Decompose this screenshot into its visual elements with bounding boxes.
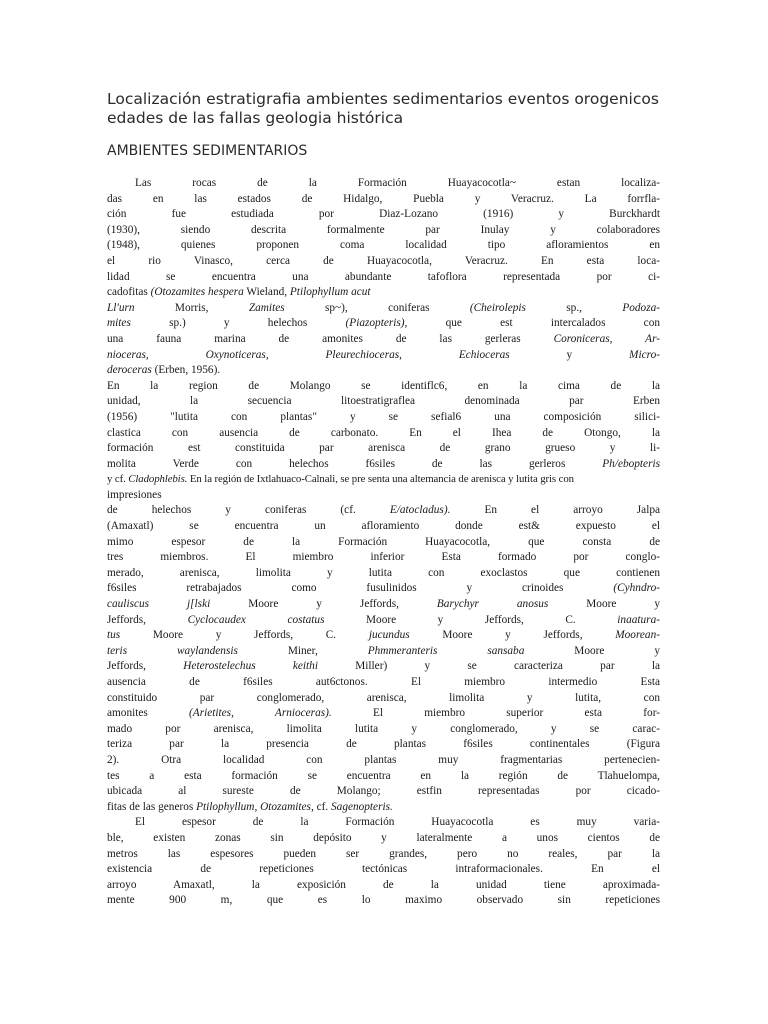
text-segment: clastica con ausencia de carbonato. En el Ihea de Otongo, la xyxy=(107,426,660,439)
italic-text: (Arietites, Arnioceras). xyxy=(189,707,332,720)
text-segment: (Amaxatl) se encuentra un afloramiento donde est& expuesto el xyxy=(107,520,660,533)
italic-text: Cladophlebis. xyxy=(128,473,188,486)
italic-text: Ph/ebopteris xyxy=(602,457,660,470)
text-segment: Moore y xyxy=(524,644,660,657)
text-segment: una fauna marina de amonites de las gerleras xyxy=(107,332,554,345)
italic-text: teris waylandensis xyxy=(107,644,238,657)
text-segment: 2). Otra localidad con plantas muy fragmentarias pertenecien- xyxy=(107,753,660,766)
text-segment: tres miembros. El miembro inferior Esta formado por conglo- xyxy=(107,551,660,564)
text-line xyxy=(107,628,660,644)
text-line xyxy=(107,519,660,535)
text-segment: Morris, xyxy=(134,301,249,314)
text-segment: ausencia de f6siles aut6ctonos. El miembro intermedio Esta xyxy=(107,676,660,688)
text-line xyxy=(107,441,660,457)
text-line xyxy=(107,769,660,785)
text-segment: molita Verde con helechos f6siles de las gerleros xyxy=(107,457,603,470)
italic-text: Sagenopteris. xyxy=(331,800,393,813)
text-segment: lidad se encuentra una abundante tafoflora representada por ci- xyxy=(107,270,660,283)
text-line xyxy=(107,644,660,660)
text-line xyxy=(107,847,660,863)
text-line xyxy=(107,426,660,442)
text-line xyxy=(107,301,660,317)
text-segment: sp~), coniferas xyxy=(284,301,470,314)
text-segment: En la region de Molango se identiflc6, en la cima de la xyxy=(107,379,660,392)
text-line xyxy=(107,332,660,348)
text-line xyxy=(107,800,660,816)
text-segment: sp., xyxy=(525,301,623,314)
text-segment: tes a esta formación se encuentra en la región de Tlahuelompa, xyxy=(107,769,660,782)
text-segment: cadofitas xyxy=(107,286,151,299)
text-segment: y xyxy=(509,348,630,361)
text-line xyxy=(107,862,660,878)
text-line xyxy=(107,581,660,597)
text-segment: Jeffords, xyxy=(107,660,184,673)
text-line xyxy=(107,254,660,270)
text-segment: Jeffords, xyxy=(107,613,188,626)
text-segment: constituido par conglomerado, arenisca, limolita y lutita, con xyxy=(107,691,660,704)
text-segment: Moore y Jeffords, xyxy=(210,598,437,611)
text-segment: f6siles retrabajados como fusulinidos y crinoides xyxy=(107,582,614,595)
text-line xyxy=(107,472,660,488)
text-segment: unidad, la secuencia litoestratigraflea denominada par Erben xyxy=(107,395,660,408)
text-line xyxy=(107,675,660,691)
text-segment: Moore y xyxy=(548,598,661,611)
text-line xyxy=(107,270,660,286)
text-segment: mado por arenisca, limolita lutita y conglomerado, y se carac- xyxy=(107,722,660,735)
italic-text: jucundus xyxy=(368,629,410,642)
text-line xyxy=(107,503,660,519)
text-segment: El espesor de la Formación Huayacocotla es muy varia- xyxy=(135,816,660,829)
text-line xyxy=(107,691,660,707)
text-line xyxy=(107,784,660,800)
text-segment: ble, existen zonas sin depósito y lateralmente a unos cientos de xyxy=(107,831,660,844)
text-segment: Moore y Jeffords, C. xyxy=(120,629,369,642)
text-line xyxy=(107,410,660,426)
text-line xyxy=(107,316,660,332)
italic-text: Phmmeranteris sansaba xyxy=(367,644,525,657)
text-segment: ción fue estudiada por Diaz-Lozano (1916) y Burckhardt xyxy=(107,208,660,221)
text-segment: fitas de las generos xyxy=(107,800,197,813)
section-heading: AMBIENTES SEDIMENTARIOS xyxy=(107,143,308,159)
text-line xyxy=(107,207,660,223)
text-line xyxy=(107,535,660,551)
italic-text: tus xyxy=(107,629,121,642)
text-segment: (1948), quienes proponen coma localidad tipo afloramientos en xyxy=(107,239,660,252)
italic-text: nioceras, Oxynoticeras, Pleurechioceras, Echioceras xyxy=(107,348,510,361)
text-line xyxy=(107,176,660,192)
italic-text: Coroniceras, Ar- xyxy=(553,332,661,345)
text-segment: y cf. xyxy=(107,473,129,486)
text-segment: Miner, xyxy=(237,644,368,657)
text-line xyxy=(107,613,660,629)
text-segment: Las rocas de la Formación Huayacocotla~ estan localiza- xyxy=(135,177,660,189)
text-segment: En el arroyo Jalpa xyxy=(450,504,660,517)
text-segment: impresiones xyxy=(107,488,162,501)
text-line xyxy=(107,192,660,208)
text-segment: das en las estados de Hidalgo, Puebla y Veracruz. La forrfla- xyxy=(107,192,660,205)
italic-text: cauliscus j[lski xyxy=(107,598,211,611)
italic-text: (Piazopteris), xyxy=(345,317,408,330)
text-line xyxy=(107,285,660,301)
text-line xyxy=(107,893,660,909)
text-segment: (1956) "lutita con plantas" y se sefial6 una composición silici- xyxy=(107,410,660,423)
italic-text: Cyclocaudex costatus xyxy=(187,613,325,626)
text-segment: Moore y Jeffords, C. xyxy=(324,613,618,626)
page-title: Localización estratigrafia ambientes sedimentarios eventos orogenicos edades de las fallas geologia histórica xyxy=(107,90,659,127)
italic-text: E/atocladus). xyxy=(389,504,451,517)
text-line xyxy=(107,238,660,254)
text-line xyxy=(107,597,660,613)
text-segment: Moore y Jeffords, xyxy=(409,629,616,642)
italic-text: (Cheirolepis xyxy=(469,301,526,314)
italic-text: Moorean- xyxy=(615,629,660,642)
text-line xyxy=(107,348,660,364)
italic-text: Ll'urn xyxy=(107,301,135,314)
text-segment: el rio Vinasco, cerca de Huayacocotla, Veracruz. En esta loca- xyxy=(107,254,660,267)
italic-text: (Cyhndro- xyxy=(613,582,660,595)
text-segment: Wieland, xyxy=(243,286,290,299)
text-segment: arroyo Amaxatl, la exposición de la unidad tiene aproximada- xyxy=(107,878,660,891)
italic-text: Ptilophyllum, Otozamites, xyxy=(196,800,314,813)
italic-text: Barychyr anosus xyxy=(436,598,549,611)
text-line xyxy=(107,753,660,769)
text-line xyxy=(107,550,660,566)
text-segment: mimo espesor de la Formación Huayacocotla, que consta de xyxy=(107,535,660,548)
text-line xyxy=(107,223,660,239)
text-segment: mente 900 m, que es lo maximo observado sin repeticiones xyxy=(107,894,660,907)
italic-text: Ptilophyllum acut xyxy=(289,286,371,299)
italic-text: mites xyxy=(107,317,131,330)
text-line xyxy=(107,831,660,847)
text-segment: sp.) y helechos xyxy=(130,317,346,330)
text-segment: En la región de Ixtlahuaco-Calnali, se pre senta una altemancia de arenisca y lutita gris con xyxy=(187,473,574,486)
italic-text: deroceras xyxy=(107,364,152,377)
text-line xyxy=(107,394,660,410)
text-line xyxy=(107,566,660,582)
text-segment: (Erben, 1956). xyxy=(151,364,221,377)
text-line xyxy=(107,878,660,894)
italic-text: (Otozamites hespera xyxy=(150,286,244,299)
italic-text: Micro- xyxy=(629,348,660,361)
text-segment: El miembro superior esta for- xyxy=(331,707,660,720)
text-segment: (1930), siendo descrita formalmente par Inulay y colaboradores xyxy=(107,223,660,236)
text-line xyxy=(107,457,660,473)
text-segment: existencia de repeticiones tectónicas intraformacionales. En el xyxy=(107,863,660,876)
text-segment: de helechos y coniferas (cf. xyxy=(107,504,390,517)
text-segment: formación est constituida par arenisca de grano grueso y li- xyxy=(107,442,660,455)
text-line xyxy=(107,488,660,504)
text-line xyxy=(107,722,660,738)
text-segment: Miller) y se caracteriza par la xyxy=(317,660,660,673)
italic-text: Heterostelechus keithi xyxy=(183,660,318,673)
italic-text: Zamites xyxy=(248,301,285,314)
text-segment: metros las espesores pueden ser grandes, pero no reales, par la xyxy=(107,847,660,860)
text-segment: ubicada al sureste de Molango; estfin representadas por cicado- xyxy=(107,785,660,798)
body-text xyxy=(107,176,660,909)
text-segment: amonites xyxy=(107,707,190,720)
italic-text: inaatura- xyxy=(617,613,660,626)
text-segment: merado, arenisca, limolita y lutita con exoclastos que contienen xyxy=(107,566,660,579)
text-segment: teriza par la presencia de plantas f6siles continentales (Figura xyxy=(107,738,660,751)
text-line xyxy=(107,379,660,395)
italic-text: Podoza- xyxy=(622,301,660,314)
text-line xyxy=(107,659,660,675)
text-segment: cf. xyxy=(313,800,332,813)
text-line xyxy=(107,815,660,831)
text-line xyxy=(107,737,660,753)
text-line xyxy=(107,363,660,379)
text-segment: que est intercalados con xyxy=(407,317,660,330)
text-line xyxy=(107,706,660,722)
